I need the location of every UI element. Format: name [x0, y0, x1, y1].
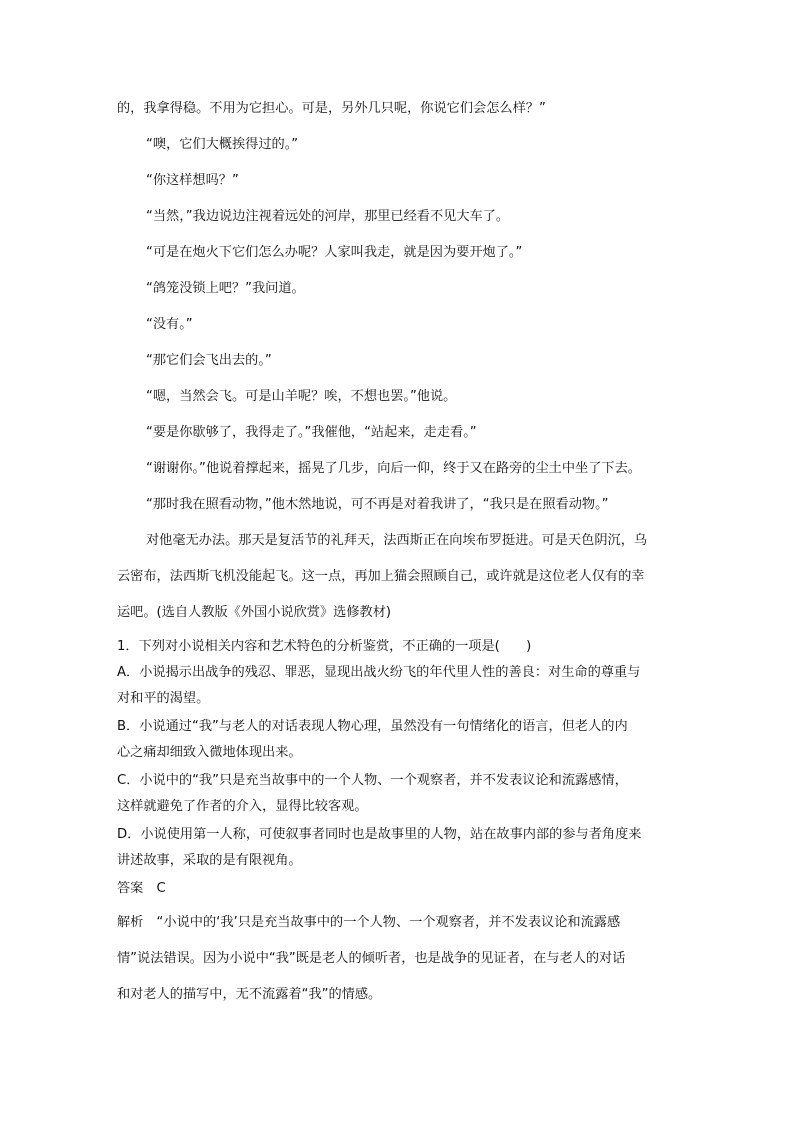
answer-line: 答案 C: [117, 881, 166, 896]
option-d: D．小说使用第一人称，可使叙事者同时也是故事里的人物，站在故事内部的参与者角度来: [117, 827, 642, 842]
story-paragraph: “可是在炮火下它们怎么办呢？人家叫我走，就是因为要开炮了。”: [146, 245, 523, 260]
option-b: B．小说通过“我”与老人的对话表现人物心理，虽然没有一句情绪化的语言，但老人的内: [117, 719, 628, 734]
story-source-line: 运吧。(选自人教版《外国小说欣赏》选修教材): [117, 605, 392, 620]
option-c: C．小说中的“我”只是充当故事中的一个人物、一个观察者，并不发表议论和流露感情，: [117, 773, 628, 788]
option-c-continuation: 这样就避免了作者的介入，显得比较客观。: [117, 799, 368, 814]
story-paragraph: 的，我拿得稳。不用为它担心。可是，另外几只呢，你说它们会怎么样？”: [117, 101, 546, 116]
story-paragraph: “鸽笼没锁上吧？”我问道。: [146, 281, 305, 296]
option-b-continuation: 心之痛却细致入微地体现出来。: [117, 745, 302, 760]
analysis-line: 情”说法错误。因为小说中“我”既是老人的倾听者，也是战争的见证者，在与老人的对话: [117, 951, 626, 966]
story-paragraph: “噢，它们大概挨得过的。”: [146, 137, 299, 152]
story-paragraph: “没有。”: [146, 317, 193, 332]
story-paragraph: “你这样想吗？”: [146, 173, 239, 188]
story-paragraph: “谢谢你。”他说着撑起来，摇晃了几步，向后一仰，终于又在路旁的尘土中坐了下去。: [146, 461, 641, 476]
story-paragraph: “嗯，当然会飞。可是山羊呢？唉，不想也罢。”他说。: [146, 389, 457, 404]
analysis-line: 解析 “小说中的‘我’只是充当故事中的一个人物、一个观察者，并不发表议论和流露感: [117, 915, 621, 930]
story-paragraph: 对他毫无办法。那天是复活节的礼拜天，法西斯正在向埃布罗挺进。可是天色阴沉，乌: [146, 533, 648, 548]
analysis-line: 和对老人的描写中，无不流露着“我”的情感。: [117, 987, 382, 1002]
story-paragraph: “要是你歇够了，我得走了。”我催他，“站起来，走走看。”: [146, 425, 477, 440]
option-a: A．小说揭示出战争的残忍、罪恶，显现出战火纷飞的年代里人性的善良：对生命的尊重与: [117, 665, 641, 680]
story-paragraph: “那它们会飞出去的。”: [146, 353, 272, 368]
story-paragraph: “那时我在照看动物，”他木然地说，可不再是对着我讲了，“我只是在照看动物。”: [146, 497, 609, 512]
option-d-continuation: 讲述故事，采取的是有限视角。: [117, 853, 302, 868]
question-stem: 1．下列对小说相关内容和艺术特色的分析鉴赏，不正确的一项是( ): [117, 639, 532, 654]
story-paragraph-continuation: 云密布，法西斯飞机没能起飞。这一点，再加上猫会照顾自己，或许就是这位老人仅有的幸: [117, 569, 645, 584]
option-a-continuation: 对和平的渴望。: [117, 691, 210, 706]
story-paragraph: “当然，”我边说边注视着远处的河岸，那里已经看不见大车了。: [146, 209, 510, 224]
